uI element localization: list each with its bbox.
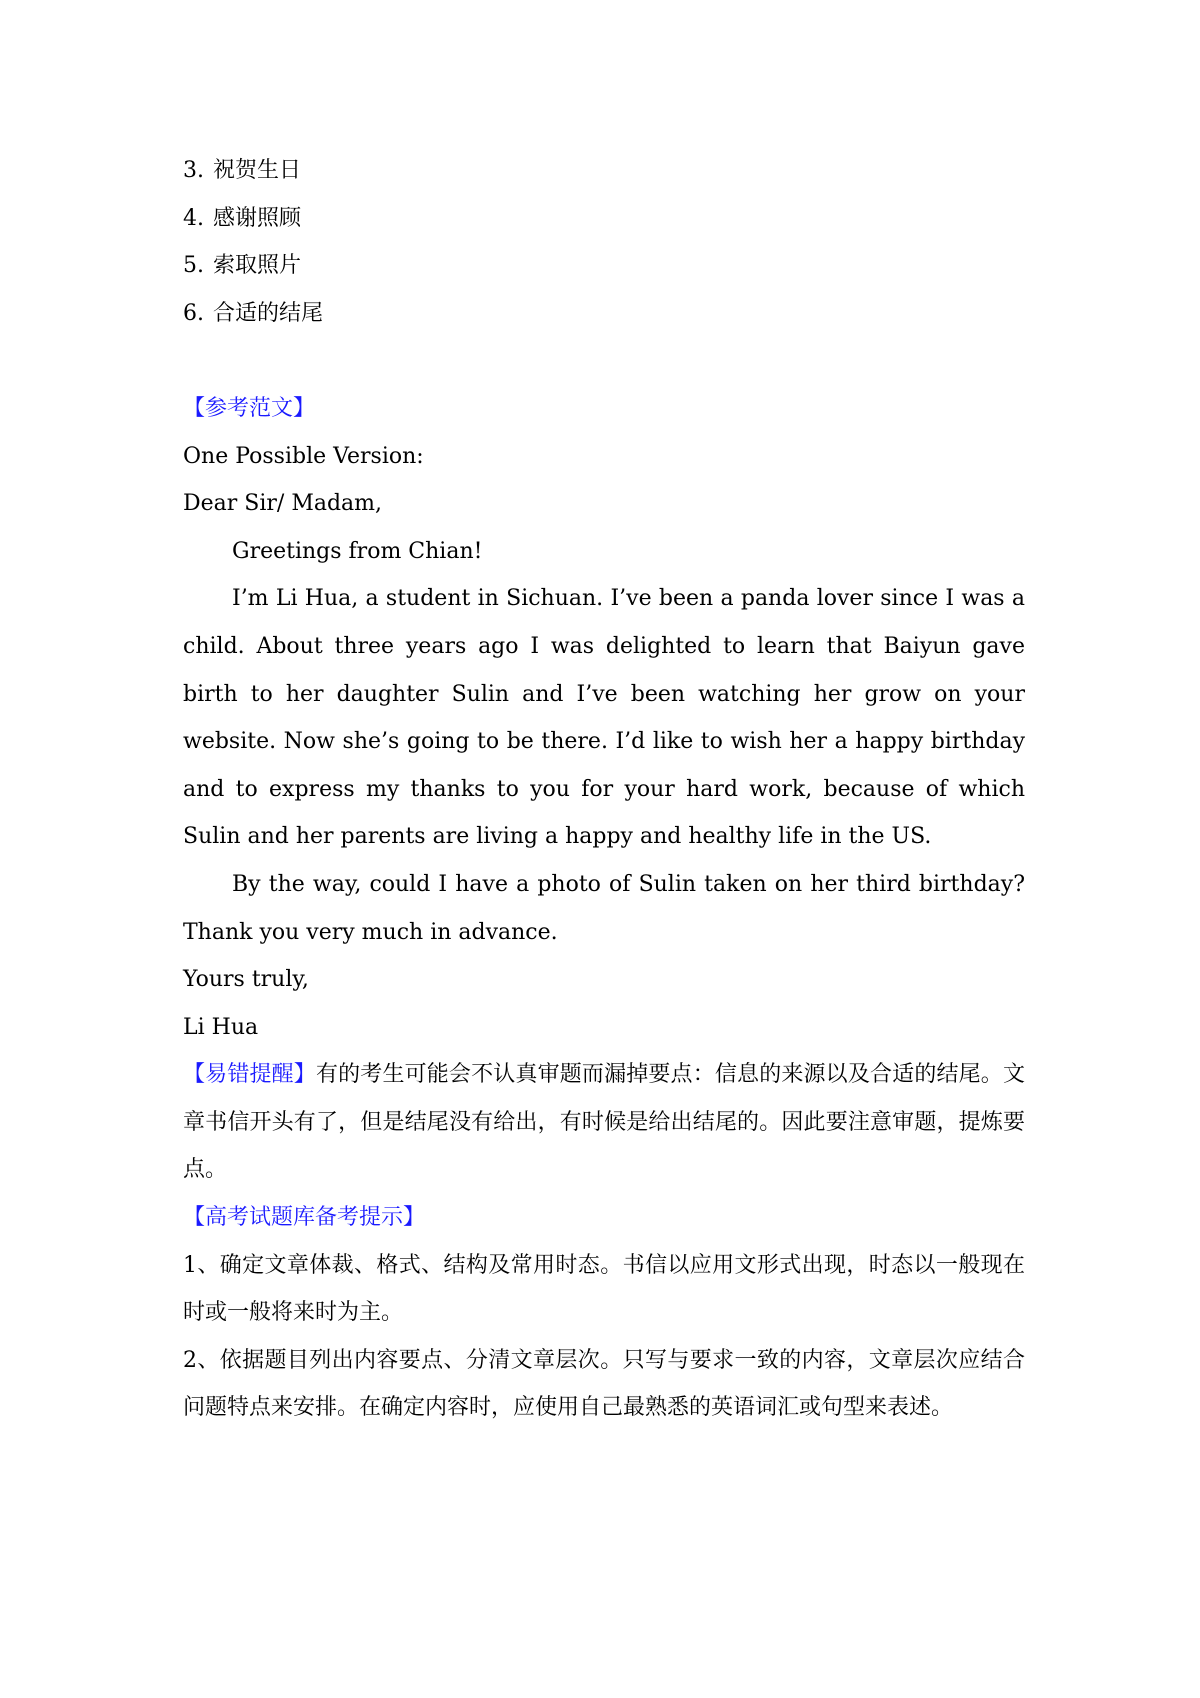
sample-version: One Possible Version: <box>183 443 424 469</box>
reminder-heading: 【易错提醒】 <box>183 1062 316 1088</box>
point-number: 4. <box>183 205 204 231</box>
letter-closing: Yours truly, <box>183 967 309 993</box>
tips-item-1: 1、确定文章体裁、格式、结构及常用时态。书信以应用文形式出现，时态以一般现在时或一般将来时为主。 <box>183 1252 1025 1326</box>
point-item <box>183 242 1025 290</box>
letter-greeting: Greetings from Chian! <box>232 538 483 564</box>
reminder-text: 有的考生可能会不认真审题而漏掉要点：信息的来源以及合适的结尾。文章书信开头有了，但是结尾没有给出，有时候是给出结尾的。因此要注意审题，提炼要点。 <box>183 1062 1025 1183</box>
tips-heading: 【高考试题库备考提示】 <box>183 1205 426 1231</box>
spacer <box>183 337 1025 385</box>
point-text: 合适的结尾 <box>213 300 324 326</box>
sample-heading: 【参考范文】 <box>183 395 316 421</box>
letter-salutation: Dear Sir/ Madam, <box>183 491 383 517</box>
letter-signature: Li Hua <box>183 1014 259 1040</box>
point-number: 3. <box>183 158 204 183</box>
tips-item-2: 2、依据题目列出内容要点、分清文章层次。只写与要求一致的内容，文章层次应结合问题特点来安排。在确定内容时，应使用自己最熟悉的英语词汇或句型来表述。 <box>183 1347 1025 1421</box>
point-item <box>183 290 1025 338</box>
point-item <box>183 147 1025 195</box>
point-number: 5. <box>183 253 204 279</box>
point-text: 索取照片 <box>213 253 302 279</box>
letter-paragraph-2: By the way, could I have a photo of Sulin taken on her third birthday? Thank you very much in advance. <box>183 871 1025 945</box>
document-page <box>183 147 1025 1432</box>
point-text: 祝贺生日 <box>213 158 302 183</box>
point-item <box>183 195 1025 243</box>
point-text: 感谢照顾 <box>213 205 302 231</box>
point-number: 6. <box>183 300 204 326</box>
letter-paragraph-1: I’m Li Hua, a student in Sichuan. I’ve been a panda lover since I was a child. About three years ago I was delighted to learn that Baiyun gave birth to her daughter Sulin and I’ve been watching her grow on your website. Now she’s going to be there. I’d like to wish her a happy birthday and to express my thanks to you for your hard work, because of which Sulin and her parents are living a happy and healthy life in the US. <box>183 586 1025 850</box>
reminder-block <box>183 1051 1025 1194</box>
